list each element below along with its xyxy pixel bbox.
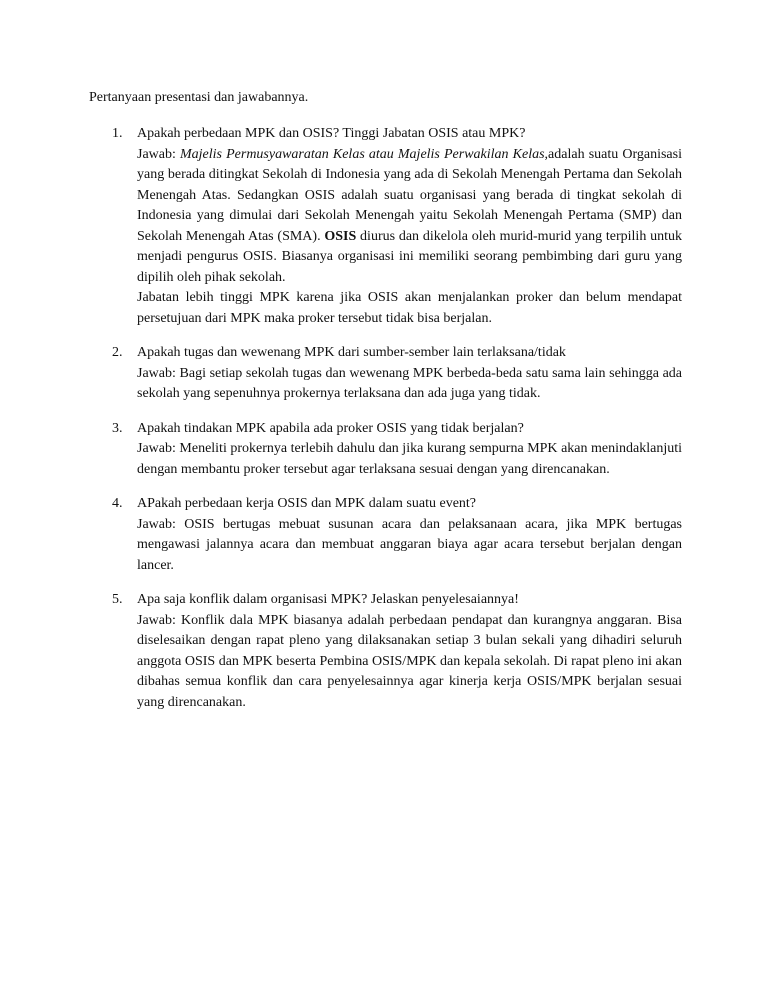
question-text: APakah perbedaan kerja OSIS dan MPK dalam suatu event? xyxy=(137,496,477,511)
answer-extra: Jabatan lebih tinggi MPK karena jika OSIS akan menjalankan proker dan belum mendapat persetujuan dari MPK maka proker tersebut tidak bisa berjalan. xyxy=(137,290,682,326)
answer-text: Jawab: Bagi setiap sekolah tugas dan wewenang MPK berbeda-beda satu sama lain sehingga ada sekolah yang sepenuhnya prokernya terlaksana dan ada juga yang tidak. xyxy=(137,365,682,401)
answer-text xyxy=(137,145,682,330)
item-number: 4. xyxy=(112,496,123,511)
answer-text: Jawab: Konflik dala MPK biasanya adalah perbedaan pendapat dan kurangnya anggaran. Bisa diselesaikan dengan rapat pleno yang dilaksanakan setiap 3 bulan sekali yang dihadiri seluruh anggota OSIS dan MPK beserta Pembina OSIS/MPK dan kepala sekolah. Di rapat pleno ini akan dibahas semua konflik dan cara penyelesainnya agar kinerja kerja OSIS/MPK berjalan sesuai yang direncanakan. xyxy=(137,612,682,710)
answer-text: Jawab: OSIS bertugas mebuat susunan acara dan pelaksanaan acara, jika MPK bertugas mengawasi jalannya acara dan membuat anggaran biaya agar acara tersebut berjalan dengan lancer. xyxy=(137,516,682,573)
list-item xyxy=(112,590,682,713)
answer-prefix: Jawab: xyxy=(137,146,180,162)
question-text: Apakah tugas dan wewenang MPK dari sumber-sember lain terlaksana/tidak xyxy=(137,345,566,360)
item-number: 5. xyxy=(112,592,123,607)
item-number: 1. xyxy=(112,126,123,141)
list-item xyxy=(112,124,682,329)
question-list xyxy=(112,124,682,713)
question-text: Apakah tindakan MPK apabila ada proker OSIS yang tidak berjalan? xyxy=(137,420,524,436)
list-item xyxy=(112,494,682,576)
question-text: Apa saja konflik dalam organisasi MPK? Jelaskan penyelesaiannya! xyxy=(137,592,519,607)
item-number: 2. xyxy=(112,345,123,360)
item-number: 3. xyxy=(112,420,123,436)
answer-italic: Majelis Permusyawaratan Kelas atau Majelis Perwakilan Kelas xyxy=(180,146,545,162)
answer-part2: diurus dan dikelola oleh murid-murid yang terpilih untuk menjadi pengurus OSIS. Biasanya organisasi ini memiliki seorang pembimbing dari guru yang dipilih oleh pihak sekolah. xyxy=(137,228,682,285)
answer-part1: ,adalah suatu Organisasi yang berada ditingkat Sekolah di Indonesia yang ada di Sekolah Menengah Pertama dan Sekolah Menengah Atas. Sedangkan OSIS adalah suatu organisasi yang berada di tingkat sekolah di Indonesia yang dimulai dari Sekolah Menengah yaitu Sekolah Menengah Pertama (SMP) dan Sekolah Menengah Atas (SMA). xyxy=(137,146,682,244)
page-heading: Pertanyaan presentasi dan jawabannya. xyxy=(89,90,309,105)
answer-text: Jawab: Meneliti prokernya terlebih dahulu dan jika kurang sempurna MPK akan menindaklanjuti dengan membantu proker tersebut agar terlaksana sesuai dengan yang direncanakan. xyxy=(137,441,682,477)
list-item xyxy=(112,419,682,481)
answer-bold: OSIS xyxy=(324,228,357,244)
list-item xyxy=(112,343,682,405)
question-text: Apakah perbedaan MPK dan OSIS? Tinggi Jabatan OSIS atau MPK? xyxy=(137,126,526,141)
